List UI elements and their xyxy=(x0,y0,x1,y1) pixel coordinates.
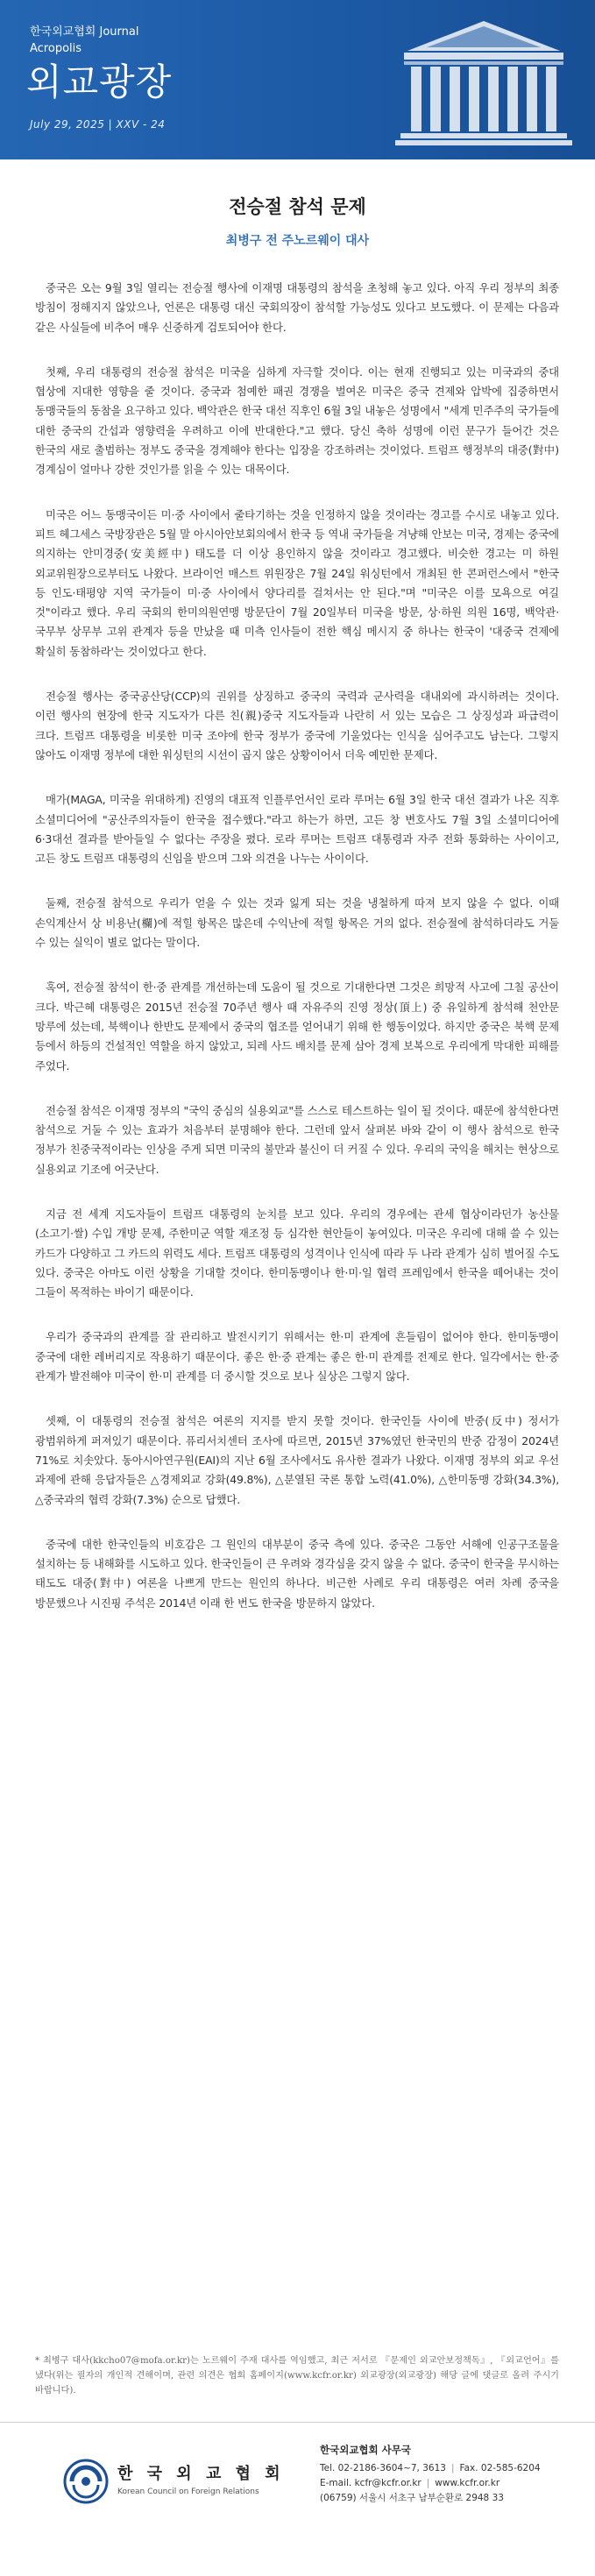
paragraph: 매가(MAGA, 미국을 위대하게) 진영의 대표적 인플루언서인 로라 루머는 6월 3일 한국 대선 결과가 나온 직후 소셜미디어에 "공산주의자들이 한국을 접수했다."라고 하는가 하면, 고든 창 변호사도 7월 3일 소셜미디어에 6·3대선 결과를 받아들일 수 없다는 주장을 폈다. 로라 루머는 트럼프 대통령과 자주 전화 통화하는 사이이고, 고든 창도 트럼프 대통령의 신임을 받으며 그와 의견을 나누는 사이이다. xyxy=(35,793,559,866)
article-author: 최병구 전 주노르웨이 대사 xyxy=(225,234,370,248)
separator: | xyxy=(426,2478,430,2488)
paragraph: 둘째, 전승절 참석으로 우리가 얻을 수 있는 것과 잃게 되는 것을 냉철하게 따져 보지 않을 수 없다. 이때 손익계산서 상 비용난(欄)에 적힐 항목은 많은데 수익난에 적힐 항목은 거의 없다. 전승절에 참석하더라도 거둘 수 있는 실익이 별로 없다는 말이다. xyxy=(35,896,559,950)
paragraph: 지금 전 세계 지도자들이 트럼프 대통령의 눈치를 보고 있다. 우리의 경우에는 관세 협상이라던가 농산물(소고기·쌀) 수입 개방 문제, 주한미군 역할 재조정 등 심각한 현안들이 놓여있다. 미국은 우리에 대해 쓸 수 있는 카드가 다양하고 그 카드의 위력도 세다. 트럼프 대통령의 성격이나 인식에 따라 두 나라 관계가 심히 벌어질 수도 있다. 중국은 아마도 이런 상황을 기대할 것이다. 한미동맹이나 한·미·일 협력 프레임에서 한국을 떼어내는 것이 그들이 목적하는 바이기 때문이다. xyxy=(35,1207,559,1299)
article-headline: 전승절 참석 문제 xyxy=(229,196,366,217)
footer-divider xyxy=(0,2422,595,2423)
contact-phone-row xyxy=(320,2461,583,2476)
paragraph: 우리가 중국과의 관계를 잘 관리하고 발전시키기 위해서는 한·미 관계에 흔들림이 없어야 한다. 한미동맹이 중국에 대한 레버리지로 작용하기 때문이다. 좋은 한·중 관계는 좋은 한·미 관계를 전제로 한다. 일각에서는 한·중 관계가 발전해야 미국이 한·미 관계를 더 중시할 것으로 보나 실상은 그렇지 않다. xyxy=(35,1330,559,1384)
header-banner xyxy=(0,0,595,159)
author-footnote: * 최병구 대사(kkcho07@mofa.or.kr)는 노르웨이 주재 대사를 역임했고, 최근 저서로 『문제인 외교안보정책독』, 『외교언어』를 냈다(위는 필자의 개인적 견해이며, 관련 의견은 협회 홈페이지(www.kcfr.or.kr) 외교광장(외교광장) 해당 글에 댓글로 올려 주시기 바랍니다). xyxy=(35,2356,559,2396)
journal-series: Acropolis xyxy=(30,42,82,55)
contact-web-row xyxy=(320,2476,583,2491)
paragraph: 미국은 어느 동맹국이든 미·중 사이에서 줄타기하는 것을 인정하지 않을 것이라는 경고를 수시로 내놓고 있다. 피트 헤그세스 국방장관은 5월 말 아시아안보회의에서 한국 등 역내 국가들을 겨냥해 안보는 미국, 경제는 중국에 의지하는 안미경중(安美經中) 태도를 더 이상 용인하지 않을 것이라고 경고했다. 비슷한 경고는 미 하원 외교위원장으로부터도 나왔다. 브라이언 매스트 위원장은 7월 24일 워싱턴에서 개최된 한 콘퍼런스에서 "한국 등 인도·태평양 지역 국가들이 미·중 사이에서 양다리를 걸쳐서는 안 된다."며 "미국은 이를 모욕으로 여길 것"이라고 했다. 우리 국회의 한미의원연맹 방문단이 7월 20일부터 미국을 방문, 상·하원 의원 16명, 백악관·국무부 상무부 고위 관계자 등을 만났을 때 미측 인사들이 전한 핵심 메시지 중 하나는 한국이 '대중국 견제에 확실히 동참하라'는 것이었다고 한다. xyxy=(35,507,559,658)
phone-number: Tel. 02-2186-3604~7, 3613 xyxy=(320,2463,446,2473)
article-body xyxy=(35,279,559,1638)
contact-info xyxy=(320,2443,583,2506)
footer-org-name: 한 국 외 교 협 회 xyxy=(117,2465,285,2483)
kcfr-logo-icon xyxy=(63,2459,109,2504)
paragraph: 전승절 참석은 이재명 정부의 "국익 중심의 실용외교"를 스스로 테스트하는 일이 될 것이다. 때문에 참석한다면 참석으로 거둘 수 있는 효과가 처음부터 분명해야 한다. 그런데 앞서 살펴본 바와 같이 이 행사 참석으로 한국 정부가 친중국적이라는 인상을 주게 되면 미국의 불만과 불신이 더 커질 수 있다. 우리의 국익을 해치는 현상으로 실용외교 기조에 어긋난다. xyxy=(35,1103,559,1176)
paragraph: 중국은 오는 9월 3일 열리는 전승절 행사에 이재명 대통령의 참석을 초청해 놓고 있다. 아직 우리 정부의 최종 방침이 정해지지 않았으나, 언론은 대통령 대신 국회의장이 참석할 가능성도 있다고 보도했다. 이 문제는 다음과 같은 사실들에 비추어 매우 신중하게 검토되어야 한다. xyxy=(35,281,559,334)
journal-title: 외교광장 xyxy=(26,60,173,103)
journal-org: 한국외교협회 Journal xyxy=(30,25,139,39)
fax-number: Fax. 02-585-6204 xyxy=(459,2463,541,2473)
email-link[interactable]: E-mail. kcfr@kcfr.or.kr xyxy=(320,2478,421,2488)
paragraph: 혹여, 전승절 참석이 한·중 관계를 개선하는데 도움이 될 것으로 기대한다면 그것은 희망적 사고에 그칠 공산이 크다. 박근혜 대통령은 2015년 전승절 70주년 행사 때 자유주의 진영 정상(頂上) 중 유일하게 참석해 천안문 망루에 섰는데, 북핵이나 한반도 문제에서 중국의 협조를 얻어내기 위해 한 행동이었다. 하지만 중국은 북핵 문제 등에서 하등의 건설적인 역할을 하지 않았고, 되레 사드 배치를 문제 삼아 경제 보복으로 우리에게 막대한 피해를 주었다. xyxy=(35,980,559,1072)
office-title: 한국외교협회 사무국 xyxy=(320,2444,411,2456)
paragraph: 셋째, 이 대통령의 전승절 참석은 여론의 지지를 받지 못할 것이다. 한국인들 사이에 반중(反中) 정서가 광범위하게 퍼져있기 때문이다. 퓨리서치센터 조사에 따르면, 2015년 37%였던 한국민의 반중 감정이 2024년 71%로 치솟았다. 동아시아연구원(EAI)의 지난 6월 조사에서도 유사한 결과가 나왔다. 이재명 정부의 외교 우선 과제에 관해 응답자들은 △경제외교 강화(49.8%), △분열된 국론 통합 노력(41.0%), △한미동맹 강화(34.3%), △중국과의 협력 강화(7.3%) 순으로 답했다. xyxy=(35,1414,559,1506)
office-address: (06759) 서울시 서초구 남부순환로 2948 33 xyxy=(320,2493,504,2503)
footer-org-english: Korean Council on Foreign Relations xyxy=(117,2488,259,2496)
paragraph: 첫째, 우리 대통령의 전승절 참석은 미국을 심하게 자극할 것이다. 이는 현재 진행되고 있는 미국과의 중대 협상에 지대한 영향을 줄 것이다. 중국과 첨예한 패권 경쟁을 벌여온 미국은 중국 견제와 압박에 집중하면서 동맹국들의 동참을 요구하고 있다. 백악관은 한국 대선 직후인 6월 3일 내놓은 성명에서 "세계 민주주의 국가들에 대한 중국의 간섭과 영향력을 우려하고 이에 반대한다."고 했다. 당신 축하 성명에 이런 문구가 들어간 것은 한국의 새로 출범하는 정부도 중국을 경계해야 한다는 입장을 강조하려는 것이었다. 트럼프 행정부의 대중(對中) 경계심이 얼마나 강한 것인가를 읽을 수 있는 대목이다. xyxy=(35,364,559,477)
separator: | xyxy=(450,2463,455,2473)
paragraph: 전승절 행사는 중국공산당(CCP)의 권위를 상징하고 중국의 국력과 군사력을 대내외에 과시하려는 것이다. 이런 행사의 현장에 한국 지도자가 다른 친(親)중국 지도자들과 나란히 서 있는 모습은 그 상징성과 파급력이 크다. 트럼프 대통령을 비롯한 미국 조야에 한국 정부가 중국에 기울었다는 인식을 심어주고도 남는다. 그렇지 않아도 이재명 정부에 대한 워싱턴의 시선이 곱지 않은 상황이어서 더욱 예민한 문제다. xyxy=(35,690,559,761)
issue-date: July 29, 2025 | XXV - 24 xyxy=(30,118,166,131)
paragraph: 중국에 대한 한국인들의 비호감은 그 원인의 대부분이 중국 측에 있다. 중국은 그동안 서해에 인공구조물을 설치하는 등 내해화를 시도하고 있다. 한국인들이 큰 우려와 경각심을 갖지 않을 수 없다. 중국이 한국을 무시하는 태도도 대중(對中) 여론을 나쁘게 만드는 원인의 하나다. 비근한 사례로 우리 대통령은 여러 차례 중국을 방문했으나 시진핑 주석은 2014년 이래 한 번도 한국을 방문하지 않았다. xyxy=(35,1537,559,1610)
website-link[interactable]: www.kcfr.or.kr xyxy=(435,2478,500,2488)
acropolis-temple-icon xyxy=(392,12,576,152)
